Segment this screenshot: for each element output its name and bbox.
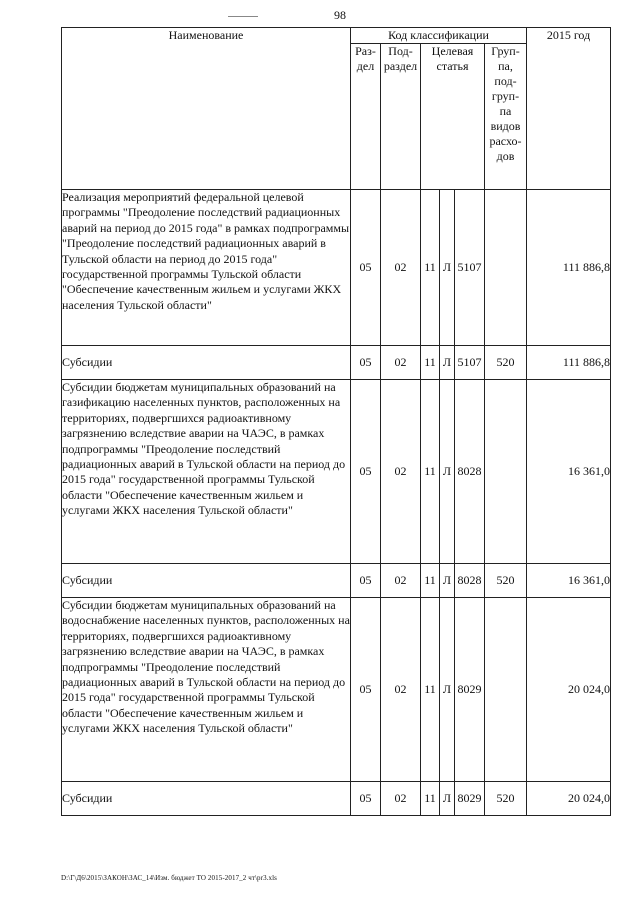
row-name: Субсидии бюджетам муниципальных образований на газификацию населенных пунктов, расположенных на территориях, подвергшихся радиоактивному загрязнению вследствие аварии на ЧАЭС, в рамках подпрограммы "Преодоление последствий радиационных аварий в Тульской области на период до 2015 года" государственной программы Тульской области "Обеспечение качественным жильем и услугами ЖКХ населения Тульской области" [62, 380, 351, 564]
row-razdel: 05 [351, 190, 381, 346]
row-amount: 111 886,8 [527, 190, 611, 346]
row-target-program: 11 [421, 782, 440, 816]
table-row [62, 190, 611, 346]
table-row [62, 598, 611, 782]
header-celevaya-statya: Целевая статья [421, 44, 485, 190]
row-name: Субсидии бюджетам муниципальных образований на водоснабжение населенных пунктов, расположенных на территориях, подвергшихся радиоактивному загрязнению вследствие аварии на ЧАЭС, в рамках подпрограммы "Преодоление последствий радиационных аварий в Тульской области на период до 2015 года" государственной программы Тульской области "Обеспечение качественным жильем и услугами ЖКХ населения Тульской области" [62, 598, 351, 782]
row-target-program: 11 [421, 190, 440, 346]
header-year: 2015 год [527, 28, 611, 190]
row-expense-type: 520 [485, 564, 527, 598]
header-razdel: Раз- дел [351, 44, 381, 190]
row-target-direction: 8029 [455, 782, 485, 816]
row-razdel: 05 [351, 346, 381, 380]
row-target-subprogram: Л [440, 564, 455, 598]
table-body [62, 190, 611, 816]
table-row [62, 380, 611, 564]
row-target-program: 11 [421, 346, 440, 380]
scan-artifact [228, 16, 258, 17]
row-amount: 111 886,8 [527, 346, 611, 380]
row-name: Реализация мероприятий федеральной целевой программы "Преодоление последствий радиационных аварий на период до 2015 года" в рамках подпрограммы "Преодоление последствий радиационных аварий в Тульской области на период до 2015 года" государственной программы Тульской области "Обеспечение качественным жильем и услугами ЖКХ населения Тульской области" [62, 190, 351, 346]
header-gruppa-vidov: Груп- па, под- груп- па видов расхо- дов [485, 44, 527, 190]
row-podrazdel: 02 [381, 598, 421, 782]
row-podrazdel: 02 [381, 190, 421, 346]
row-expense-type [485, 380, 527, 564]
row-expense-type: 520 [485, 346, 527, 380]
page-number: 98 [334, 8, 346, 22]
row-target-direction: 8028 [455, 564, 485, 598]
row-razdel: 05 [351, 598, 381, 782]
row-amount: 20 024,0 [527, 782, 611, 816]
header-classification: Код классификации [351, 28, 527, 44]
row-name: Субсидии [62, 564, 351, 598]
row-target-direction: 8029 [455, 598, 485, 782]
row-name: Субсидии [62, 782, 351, 816]
row-target-direction: 5107 [455, 346, 485, 380]
row-target-subprogram: Л [440, 380, 455, 564]
footer-file-path: D:\Г\Д6\2015\ЗАКОН\ЗАС_14\Изм. бюджет ТО 2015-2017_2 чт\pr3.xls [61, 874, 277, 882]
row-amount: 16 361,0 [527, 564, 611, 598]
row-razdel: 05 [351, 380, 381, 564]
row-expense-type [485, 190, 527, 346]
row-name: Субсидии [62, 346, 351, 380]
row-target-subprogram: Л [440, 782, 455, 816]
table-row [62, 346, 611, 380]
row-amount: 16 361,0 [527, 380, 611, 564]
row-razdel: 05 [351, 564, 381, 598]
row-podrazdel: 02 [381, 380, 421, 564]
row-target-direction: 8028 [455, 380, 485, 564]
table-row [62, 782, 611, 816]
row-podrazdel: 02 [381, 346, 421, 380]
header-podrazdel: Под- раздел [381, 44, 421, 190]
row-target-program: 11 [421, 564, 440, 598]
header-name: Наименование [62, 28, 351, 190]
budget-table [61, 27, 611, 816]
row-target-program: 11 [421, 598, 440, 782]
row-expense-type: 520 [485, 782, 527, 816]
row-target-subprogram: Л [440, 346, 455, 380]
row-amount: 20 024,0 [527, 598, 611, 782]
row-target-subprogram: Л [440, 190, 455, 346]
row-expense-type [485, 598, 527, 782]
table-row [62, 564, 611, 598]
row-razdel: 05 [351, 782, 381, 816]
row-target-subprogram: Л [440, 598, 455, 782]
row-target-direction: 5107 [455, 190, 485, 346]
row-podrazdel: 02 [381, 564, 421, 598]
row-podrazdel: 02 [381, 782, 421, 816]
row-target-program: 11 [421, 380, 440, 564]
